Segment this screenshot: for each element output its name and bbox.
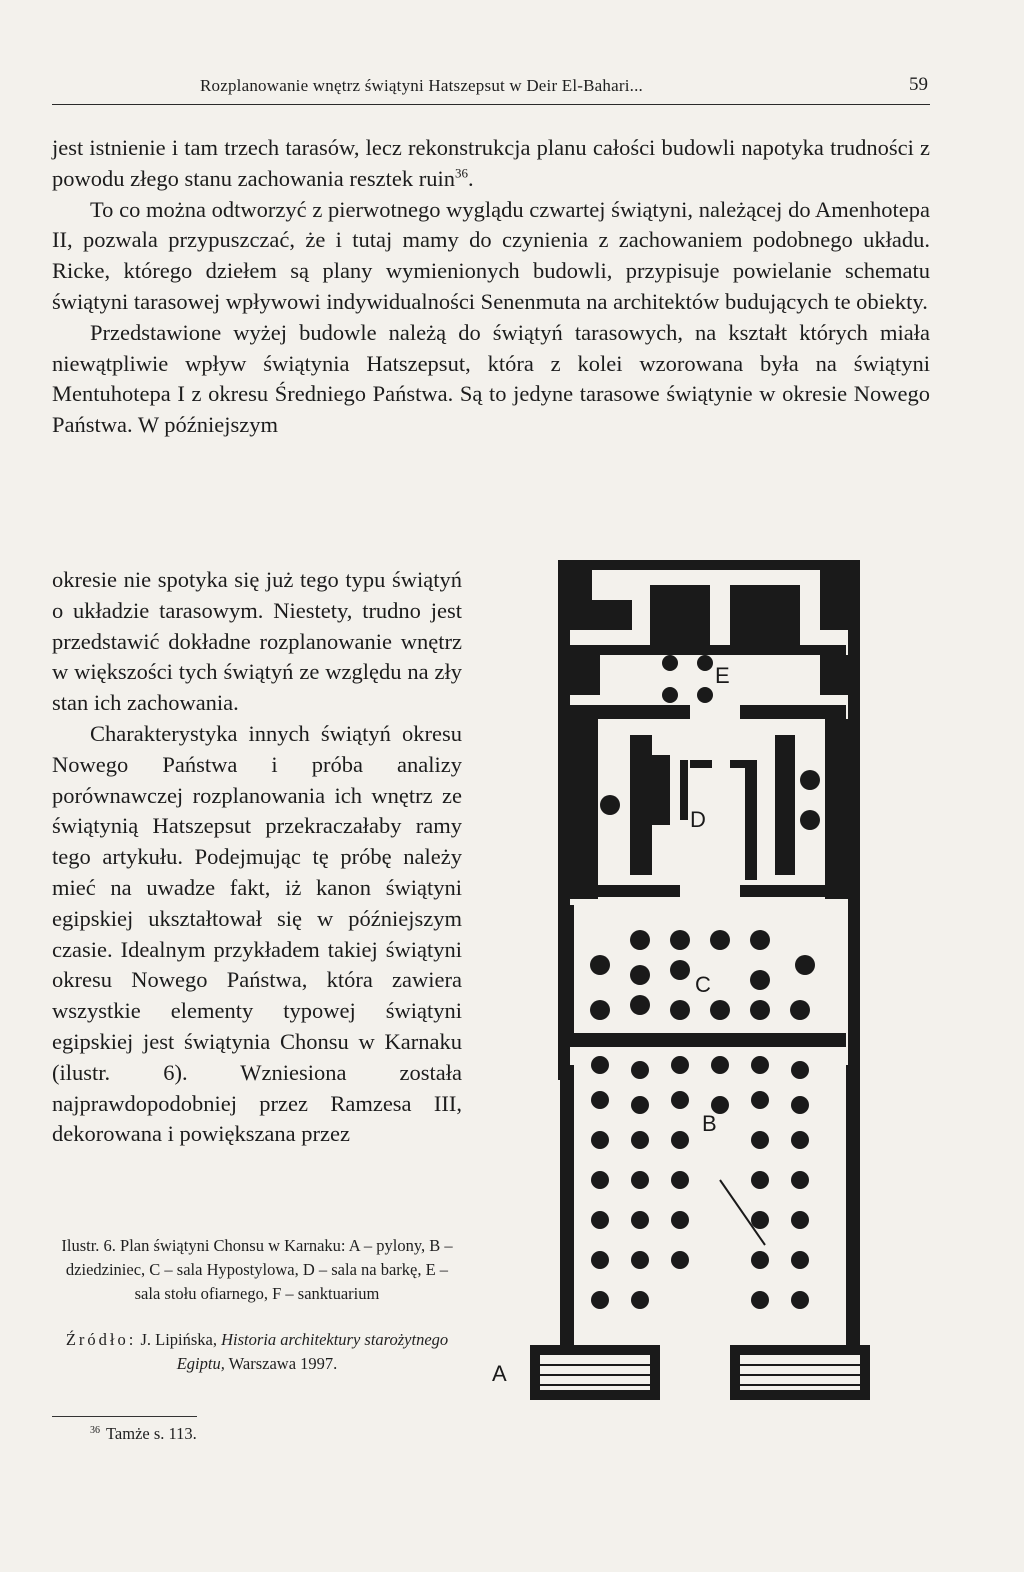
plan-column <box>591 1291 609 1309</box>
plan-column <box>697 687 713 703</box>
court-wall-left <box>560 1065 574 1350</box>
caption-text: Ilustr. 6. Plan świątyni Chonsu w Karnaku: A – pylony, B – dziedziniec, C – sala Hypostylowa, D – sala na barkę, E – sala stołu ofiarnego, F – sanktuarium <box>61 1236 453 1303</box>
plan-column <box>630 965 650 985</box>
plan-column <box>697 655 713 671</box>
plan-column <box>591 1056 609 1074</box>
plan-column <box>631 1291 649 1309</box>
hall-d-inner-right <box>745 760 757 880</box>
caption-source <box>52 1328 462 1376</box>
plan-column <box>791 1131 809 1149</box>
sanctuary-wall-left <box>570 570 592 630</box>
plan-column <box>630 930 650 950</box>
plan-column <box>670 1000 690 1020</box>
plan-column <box>631 1061 649 1079</box>
plan-column <box>751 1091 769 1109</box>
hall-d-wall-bottom-left <box>570 885 680 897</box>
plan-column <box>750 1000 770 1020</box>
plan-label-a: A <box>492 1361 507 1386</box>
hall-e-wall-bottom-left <box>570 705 690 719</box>
plan-column <box>710 930 730 950</box>
source-place: Warszawa 1997. <box>228 1354 338 1373</box>
footnote-text: Tamże s. 113. <box>106 1424 197 1443</box>
plan-label-d: D <box>690 807 706 832</box>
plan-column <box>631 1131 649 1149</box>
hall-d-inner-left-b <box>652 755 670 825</box>
paragraph-3-continued: okresie nie spotyka się już tego typu świątyń o układzie tarasowym. Niestety, trudno jest przedstawić dokładne rozplanowanie wnętrz w większości tych świątyń ze względu na zły stan ich zachowania. <box>52 567 462 716</box>
hall-d-bracket-l <box>690 760 712 768</box>
plan-column <box>591 1091 609 1109</box>
plan-column <box>791 1171 809 1189</box>
plan-column <box>670 960 690 980</box>
plan-column <box>631 1211 649 1229</box>
hall-d-wall-right <box>825 719 848 899</box>
plan-column <box>591 1131 609 1149</box>
plan-column <box>671 1211 689 1229</box>
plan-column <box>591 1211 609 1229</box>
footnote <box>90 1424 197 1444</box>
plan-column <box>662 655 678 671</box>
page-number: 59 <box>909 74 928 95</box>
plan-column <box>751 1131 769 1149</box>
hall-d-inner-right-b <box>775 735 795 875</box>
source-author: J. Lipińska, <box>140 1330 218 1349</box>
plan-column <box>671 1131 689 1149</box>
plan-column <box>631 1096 649 1114</box>
hall-c-side-left <box>560 905 574 1033</box>
plan-column <box>751 1251 769 1269</box>
plan-column <box>791 1251 809 1269</box>
hall-d-wall-bottom-right <box>740 885 846 897</box>
paragraph-3-start: Przedstawione wyżej budowle należą do świątyń tarasowych, na kształt których miała niewątpliwie wpływ świątynia Hatszepsut, która z kolei wzorowana była na świątyni Mentuhotepa I z okresu Średniego Państwa. Są to jedyne tarasowe świątynie w okresie Nowego Państwa. W późniejszym <box>52 319 930 438</box>
running-header <box>52 72 930 105</box>
plan-column <box>671 1251 689 1269</box>
plan-column <box>631 1171 649 1189</box>
plan-column <box>671 1171 689 1189</box>
hall-e-side-right <box>820 655 848 695</box>
hall-e-wall-top <box>570 645 846 655</box>
source-title: Historia architektury starożytnego Egiptu, <box>176 1330 449 1373</box>
plan-column <box>710 1000 730 1020</box>
plan-column <box>751 1211 769 1229</box>
plan-column <box>791 1061 809 1079</box>
hall-d-inner-mid <box>680 760 688 820</box>
plan-column <box>750 930 770 950</box>
outer-wall-right <box>848 560 860 1080</box>
paragraph-4: Charakterystyka innych świątyń okresu Nowego Państwa i próba analizy porównawczej rozplanowania ich wnętrz ze świątynią Hatszepsut przekraczałaby ramy tego artykułu. Podejmując tę próbę należy mieć na uwadze fakt, iż kanon świątyni egipskiej ukształtował się w późniejszym czasie. Idealnym przykładem takiej świątyni okresu Nowego Państwa, która zawiera wszystkie elementy typowej świątyni egipskiej jest świątynia Chonsu w Karnaku (ilustr. 6). Wzniesiona została najprawdopodobniej przez Ramzesa III, dekorowana i powiększana przez <box>52 720 462 1147</box>
plan-column <box>671 1056 689 1074</box>
paragraph-2: To co można odtworzyć z pierwotnego wyglądu czwartej świątyni, należącej do Amenhotepa II, pozwala przypuszczać, że i tutaj mamy do czynienia z zachowaniem podobnego układu. Ricke, którego dziełem są plany wymienionych budowli, przypisuje powielanie schematu świątyni tarasowej wpływowi indywidualności Senenmuta na architektów budujących te obiekty. <box>52 196 930 314</box>
plan-label-b: B <box>702 1111 717 1136</box>
court-wall-right <box>846 1065 860 1350</box>
plan-column <box>800 770 820 790</box>
sanctuary-block <box>592 600 632 630</box>
plan-column <box>791 1096 809 1114</box>
plan-label-f: F <box>690 595 704 620</box>
plan-column <box>791 1211 809 1229</box>
plan-label-e: E <box>715 663 730 688</box>
plan-column <box>751 1056 769 1074</box>
footnote-number: 36 <box>90 1424 100 1436</box>
hall-e-wall-bottom-right <box>740 705 846 719</box>
plan-column <box>800 810 820 830</box>
running-title: Rozplanowanie wnętrz świątyni Hatszepsut w Deir El-Bahari... <box>200 76 644 95</box>
plan-column <box>671 1091 689 1109</box>
plan-column <box>662 687 678 703</box>
hall-d-wall-left <box>570 719 598 899</box>
paragraph-1: jest istnienie i tam trzech tarasów, lecz rekonstrukcja planu całości budowli napotyka trudności z powodu złego stanu zachowania resztek ruin$^{36}$. <box>52 135 930 191</box>
plan-column <box>590 1000 610 1020</box>
outer-wall-top <box>560 560 860 570</box>
plan-column <box>790 1000 810 1020</box>
sanctuary-wall-mid-right <box>730 585 800 645</box>
plan-column <box>591 1251 609 1269</box>
plan-column <box>630 995 650 1015</box>
sanctuary-wall-right <box>820 570 848 630</box>
plan-column <box>711 1056 729 1074</box>
footnote-rule <box>52 1416 197 1417</box>
plan-column <box>791 1291 809 1309</box>
plan-column <box>751 1171 769 1189</box>
plan-column <box>670 930 690 950</box>
plan-column <box>600 795 620 815</box>
source-label: Źródło: <box>65 1330 137 1349</box>
plan-label-c: C <box>695 972 711 997</box>
hall-e-side-left <box>570 655 600 695</box>
plan-column <box>590 955 610 975</box>
temple-plan-illustration <box>492 555 870 1405</box>
hall-c-wall-bottom <box>570 1033 846 1047</box>
body-text-full-width <box>52 133 930 441</box>
plan-column <box>751 1291 769 1309</box>
plan-column <box>795 955 815 975</box>
footnote-ref-36: 36 <box>454 165 468 181</box>
plan-column <box>591 1171 609 1189</box>
body-text-narrow-column <box>52 565 462 1150</box>
plan-column <box>631 1251 649 1269</box>
hall-d-inner-left <box>630 735 652 875</box>
plan-column <box>750 970 770 990</box>
figure-caption <box>52 1234 462 1376</box>
